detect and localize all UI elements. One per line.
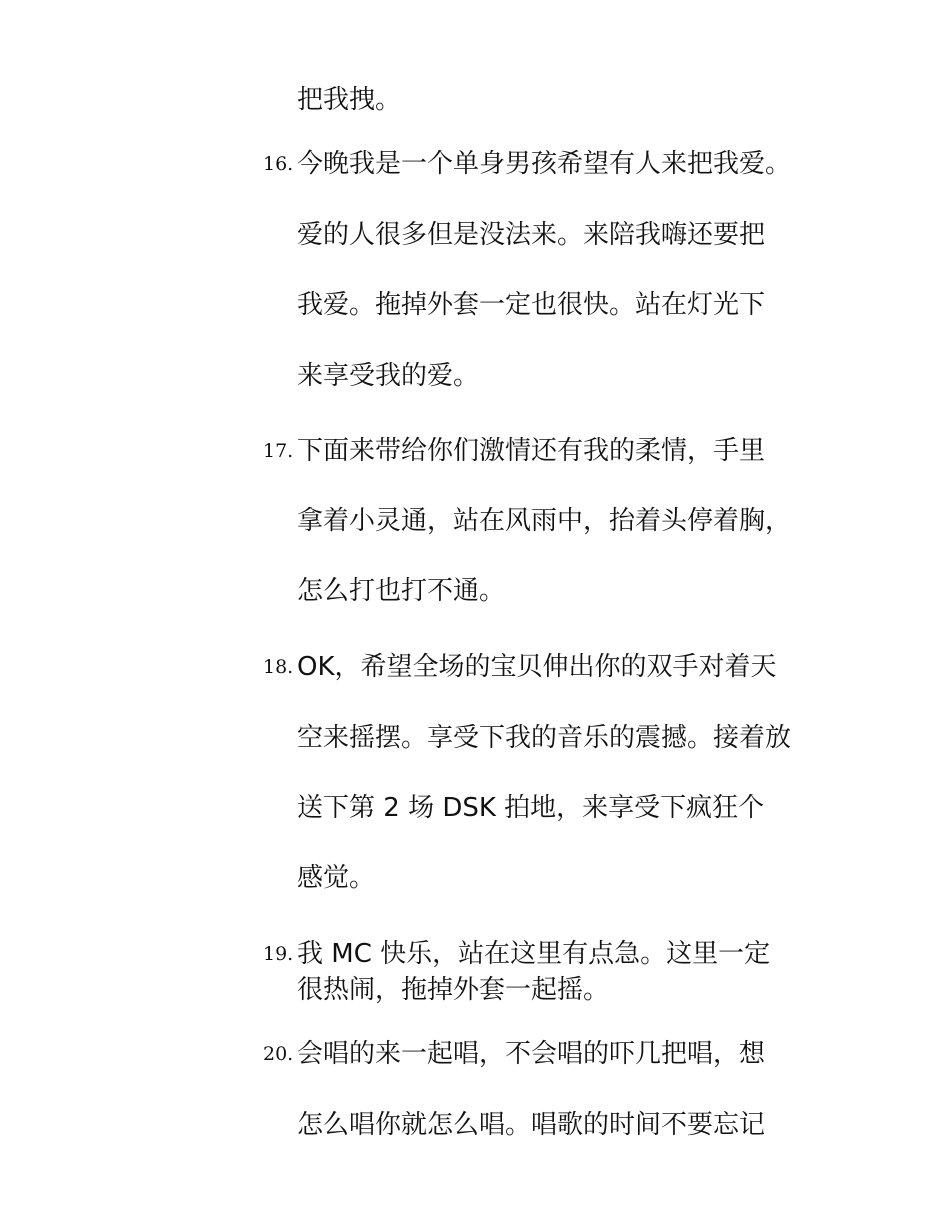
item-line: 送下第 2 场 DSK 拍地，来享受下疯狂个 — [297, 793, 765, 823]
item-line: 会唱的来一起唱，不会唱的吓几把唱，想 — [297, 1039, 766, 1069]
item-number: 20. — [263, 1043, 294, 1065]
item-line: 来享受我的爱。 — [297, 361, 480, 391]
item-line: 很热闹，拖掉外套一起摇。 — [297, 975, 610, 1005]
item-line: 空来摇摆。享受下我的音乐的震撼。接着放 — [297, 723, 792, 753]
item-line: 爱的人很多但是没法来。来陪我嗨还要把 — [297, 220, 766, 250]
item-line: 感觉。 — [297, 863, 376, 893]
item-number: 18. — [263, 656, 294, 678]
item-number: 16. — [263, 153, 294, 175]
item-line: 拿着小灵通，站在风雨中，抬着头停着胸， — [297, 506, 792, 536]
item-line: 下面来带给你们激情还有我的柔情，手里 — [297, 436, 766, 466]
continuation-text: 把我拽。 — [297, 85, 402, 115]
item-line: OK，希望全场的宝贝伸出你的双手对着天 — [297, 652, 777, 682]
item-line: 怎么打也打不通。 — [297, 576, 506, 606]
item-line: 怎么唱你就怎么唱。唱歌的时间不要忘记 — [297, 1110, 766, 1140]
item-number: 17. — [263, 440, 294, 462]
item-line: 我爱。拖掉外套一定也很快。站在灯光下 — [297, 290, 766, 320]
item-line: 我 MC 快乐，站在这里有点急。这里一定 — [297, 939, 771, 969]
item-number: 19. — [263, 943, 294, 965]
item-line: 今晚我是一个单身男孩希望有人来把我爱。 — [297, 149, 792, 179]
